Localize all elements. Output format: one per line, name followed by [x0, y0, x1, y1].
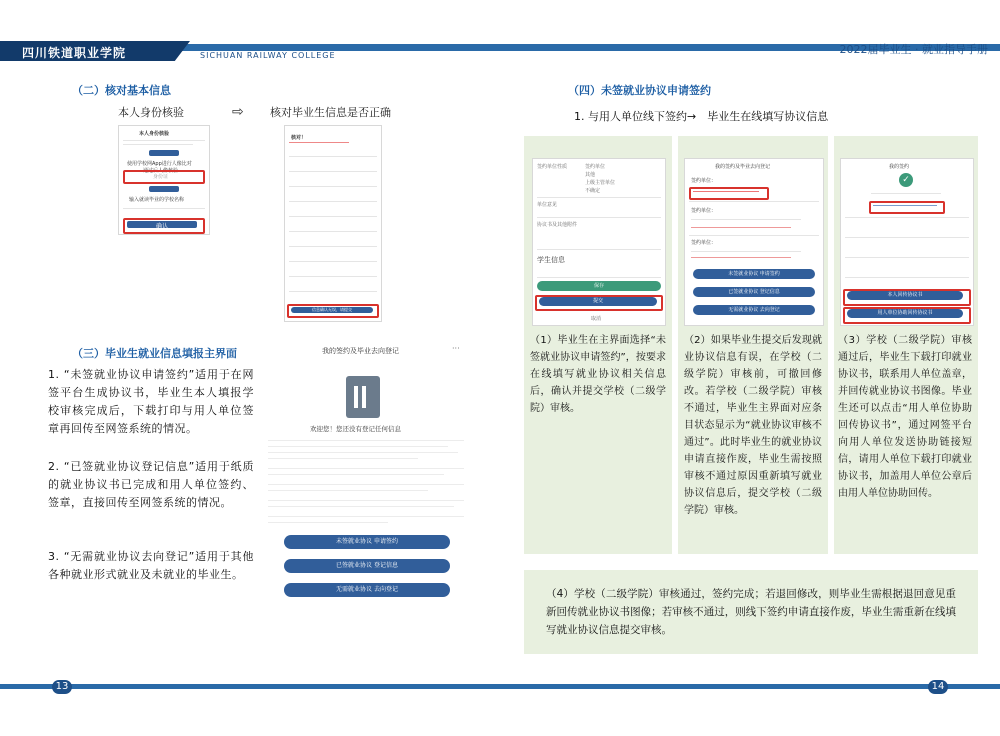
step-1-text: （1）毕业生在主界面选择“未签就业协议申请签约”，按要求在线填写就业协议相关信息后，确认并提交学校（二级学院）审核。 — [530, 335, 666, 414]
unsigned-apply-button[interactable]: 未签就业协议 申请签约 — [693, 269, 815, 279]
highlight-box — [689, 187, 769, 200]
section-3-title: （三）毕业生就业信息填报主界面 — [72, 347, 237, 360]
phone-line: 输入就读毕业的学校名称 — [129, 197, 185, 203]
employer-upload-button[interactable]: 用人单位协助回传协议书 — [847, 309, 963, 318]
phone-line: 通过后人像核验 — [143, 168, 179, 174]
school-name: 四川铁道职业学院 — [22, 46, 127, 60]
no-agreement-register-button[interactable]: 无需就业协议 去向登记 — [693, 305, 815, 315]
phone-line: 使用学校网App进行人像比对 — [127, 161, 192, 167]
form-section-title: 学生信息 — [537, 256, 565, 264]
document-icon — [346, 376, 380, 418]
school-name-en: SICHUAN RAILWAY COLLEGE — [200, 51, 336, 60]
step-2-text: （2）如果毕业生提交后发现就业协议信息有误，在学校（二级学院）审核前，可撤回修改。若学校（二级学院）审核不通过，毕业生主界面对应条目状态显示为“就业协议审核不通过”。此时毕业生的就业协议申请直接作废，毕业生需按照审核不通过原因重新填写就业协议信息后，提交学校（二级学院）审核。 — [684, 335, 822, 516]
no-agreement-register-button[interactable]: 无需就业协议 去向登记 — [284, 583, 450, 597]
phone-title: 我的签约及毕业去向登记 — [715, 164, 771, 170]
footer-bar — [0, 684, 1000, 689]
handbook-title: 2022届毕业生 · 就业指导手册 — [839, 43, 988, 56]
form-label: 协议书及其他附件 — [537, 222, 578, 228]
signed-register-button[interactable]: 已签就业协议 登记信息 — [284, 559, 450, 573]
arrow-right-icon: ⇨ — [232, 104, 244, 120]
unsigned-apply-button[interactable]: 未签就业协议 申请签约 — [284, 535, 450, 549]
phone-title: 核对！ — [291, 135, 307, 141]
form-option: 不确定 — [585, 188, 601, 194]
form-option: 签约单位 — [585, 164, 606, 170]
form-label: 签约单位性质 — [537, 164, 568, 170]
section-4-subtitle: 1. 与用人单位线下签约→ 毕业生在线填写协议信息 — [574, 110, 829, 123]
caption-identity: 本人身份核验 — [118, 106, 184, 119]
screenshot-identity-check — [118, 125, 210, 235]
screenshot-step-1 — [532, 158, 666, 326]
screen-title: 我的签约及毕业去向登记 — [322, 347, 399, 355]
unit-label: 签约单位： — [691, 178, 717, 184]
screenshot-step-3 — [840, 158, 974, 326]
unit-label: 签约单位： — [691, 240, 717, 246]
submit-button: 信息确认无误，请提交 — [291, 307, 373, 313]
paragraph-2: 2. “已签就业协议登记信息”适用于纸质的就业协议书已完成和用人单位签约、签章，直接回传至网签系统的情况。 — [48, 460, 254, 509]
screenshot-main-interface — [262, 342, 472, 604]
check-icon: ✓ — [899, 173, 913, 187]
self-upload-button[interactable]: 本人回传协议书 — [847, 291, 963, 300]
form-label: 单位意见 — [537, 202, 558, 208]
confirm-button: 确认 — [127, 221, 197, 228]
phone-title: 本人身份核验 — [139, 131, 170, 137]
form-option: 上级主管单位 — [585, 180, 616, 186]
more-icon: ··· — [452, 344, 460, 353]
screenshot-graduate-info — [284, 125, 382, 322]
cancel-button[interactable]: 取消 — [591, 316, 602, 322]
paragraph-3: 3. “无需就业协议去向登记”适用于其他各种就业形式就业及未就业的毕业生。 — [48, 550, 254, 581]
phone-input: 身份证 — [153, 174, 169, 180]
caption-verify: 核对毕业生信息是否正确 — [270, 106, 391, 119]
paragraph-1: 1. “未签就业协议申请签约”适用于在网签平台生成协议书，毕业生本人填报学校审核完成后，下载打印与用人单位签章再回传至网签系统的情况。 — [48, 368, 254, 435]
step-3-text: （3）学校（二级学院）审核通过后，毕业生下载打印就业协议书，联系用人单位盖章，并回传就业协议书图像。毕业生还可以点击“用人单位协助回传协议书”，通过网签平台向用人单位发送协助链接短信，请用人单位下载打印就业协议书，加盖用人单位公章后由用人单位协助回传。 — [838, 335, 972, 499]
page-number-right: 14 — [928, 680, 948, 694]
highlight-box — [869, 201, 945, 214]
submit-button[interactable]: 提交 — [539, 297, 657, 306]
phone-title: 我的签约 — [889, 164, 910, 170]
empty-message: 欢迎您！您还没有登记任何信息 — [310, 425, 401, 433]
screenshot-step-2 — [684, 158, 824, 326]
save-button[interactable]: 保存 — [537, 281, 661, 291]
step-4-text: （4）学校（二级学院）审核通过，签约完成；若退回修改，则毕业生需根据退回意见重新回传就业协议书图像；若审核不通过，则线下签约申请直接作废，毕业生需重新在线填写就业协议信息提交审核。 — [546, 588, 956, 636]
signed-register-button[interactable]: 已签就业协议 登记信息 — [693, 287, 815, 297]
section-2-title: （二）核对基本信息 — [72, 84, 171, 97]
unit-label: 签约单位： — [691, 208, 717, 214]
page-number-left: 13 — [52, 680, 72, 694]
section-4-title: （四）未签就业协议申请签约 — [568, 84, 711, 97]
form-option: 其他 — [585, 172, 596, 178]
